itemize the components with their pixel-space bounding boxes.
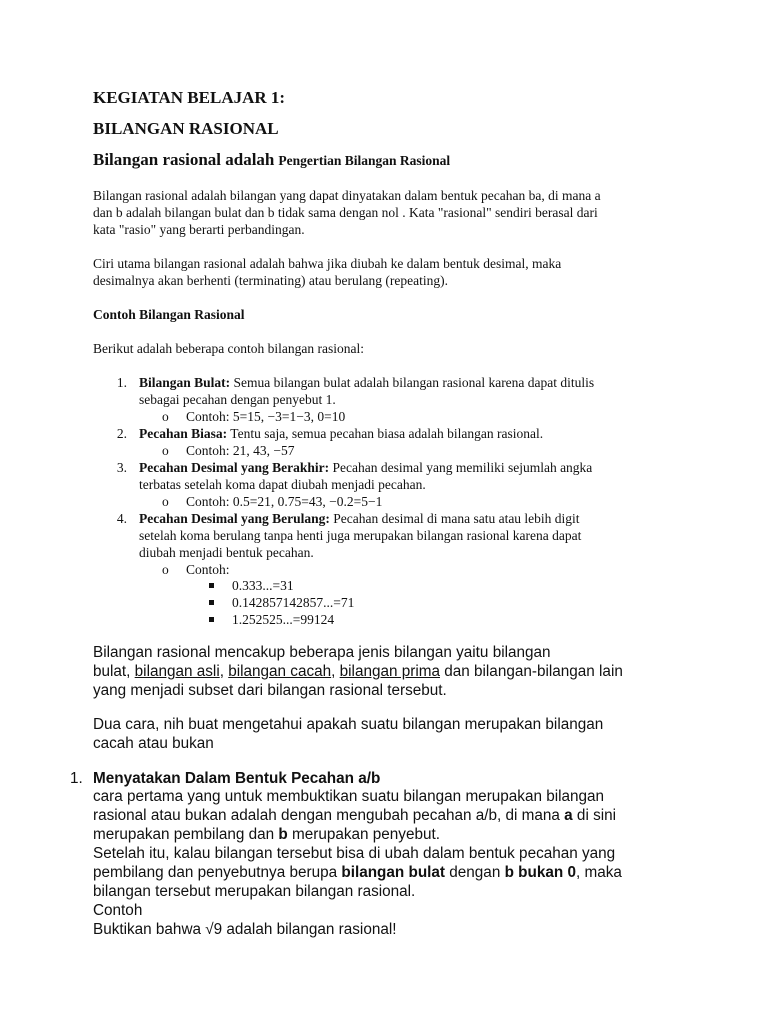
text-span: dengan <box>445 864 505 881</box>
list-number: 1. <box>116 375 127 390</box>
method-number: 1. <box>70 770 83 787</box>
item-text: Pecahan desimal di mana satu atau lebih digit <box>329 511 580 526</box>
item-line <box>139 459 592 476</box>
item-line <box>139 510 580 527</box>
text-line: Setelah itu, kalau bilangan tersebut bisa di ubah dalam bentuk pecahan yang <box>93 845 616 862</box>
text-line: Bilangan rasional mencakup beberapa jenis bilangan yaitu bilangan <box>93 644 551 661</box>
text-span: bulat, <box>93 663 135 680</box>
link-bilangan-asli[interactable]: bilangan asli <box>134 663 220 680</box>
text-line: yang menjadi subset dari bilangan rasional tersebut. <box>93 682 447 699</box>
text-span: pembilang dan penyebutnya berupa <box>93 864 342 881</box>
paragraph-dua-cara <box>93 715 603 753</box>
text-line: Contoh <box>93 902 143 919</box>
contoh-heading: Contoh Bilangan Rasional <box>93 307 245 322</box>
item-title: Pecahan Biasa: <box>139 426 228 441</box>
text-line: Ciri utama bilangan rasional adalah bahwa jika diubah ke dalam bentuk desimal, maka <box>93 256 562 271</box>
item-line <box>139 425 543 442</box>
item-line: sebagai pecahan dengan penyebut 1. <box>139 392 336 407</box>
text-line <box>93 806 622 825</box>
sub-item: 0.142857142857...=71 <box>232 595 355 610</box>
square-bullet-icon <box>209 583 214 588</box>
text-line: desimalnya akan berhenti (terminating) atau berulang (repeating). <box>93 273 448 288</box>
item-text: Semua bilangan bulat adalah bilangan rasional karena dapat ditulis <box>230 375 595 390</box>
circle-bullet-icon: o <box>162 494 169 509</box>
text-line: dan b adalah bilangan bulat dan b tidak sama dengan nol . Kata "rasional" sendiri berasal dari <box>93 205 598 220</box>
item-example: Contoh: <box>186 562 230 577</box>
square-bullet-icon <box>209 617 214 622</box>
paragraph-jenis <box>93 643 623 700</box>
square-bullet-icon <box>209 600 214 605</box>
circle-bullet-icon: o <box>162 562 169 577</box>
text-line: kata "rasio" yang berarti perbandingan. <box>93 222 305 237</box>
item-line: terbatas setelah koma dapat diubah menjadi pecahan. <box>139 477 426 492</box>
text-line: bilangan tersebut merupakan bilangan rasional. <box>93 883 416 900</box>
list-number: 2. <box>116 426 127 441</box>
text-line: Bilangan rasional adalah bilangan yang dapat dinyatakan dalam bentuk pecahan ba, di mana a <box>93 188 601 203</box>
text-span: di sini <box>572 807 617 824</box>
text-line: Dua cara, nih buat mengetahui apakah suatu bilangan merupakan bilangan <box>93 716 604 733</box>
text-line: cara pertama yang untuk membuktikan suatu bilangan merupakan bilangan <box>93 788 605 805</box>
list-number: 3. <box>116 460 127 475</box>
circle-bullet-icon: o <box>162 409 169 424</box>
subheading <box>93 150 450 170</box>
method-title: Menyatakan Dalam Bentuk Pecahan a/b <box>93 770 381 787</box>
paragraph-ciri <box>93 255 561 289</box>
text-line: Buktikan bahwa √9 adalah bilangan rasional! <box>93 921 397 938</box>
item-title: Bilangan Bulat: <box>139 375 231 390</box>
item-line: setelah koma berulang tanpa henti juga merupakan bilangan rasional karena dapat <box>139 528 582 543</box>
subheading-main: Bilangan rasional adalah <box>93 150 275 169</box>
circle-bullet-icon: o <box>162 443 169 458</box>
text-span: dan bilangan-bilangan lain <box>439 663 623 680</box>
item-example: Contoh: 5=15, −3=1−3, 0=10 <box>186 409 346 424</box>
text-bold: a <box>564 807 573 824</box>
text-bold: bilangan bulat <box>341 864 446 881</box>
link-bilangan-cacah[interactable]: bilangan cacah <box>228 663 332 680</box>
method-body <box>93 787 622 939</box>
text-span: , <box>331 663 340 680</box>
text-line: cacah atau bukan <box>93 735 214 752</box>
item-example: Contoh: 21, 43, −57 <box>186 443 295 458</box>
heading-kegiatan: KEGIATAN BELAJAR 1: <box>93 88 286 107</box>
sub-item: 0.333...=31 <box>232 578 294 593</box>
text-span: merupakan pembilang dan <box>93 826 279 843</box>
text-bold: b bukan 0 <box>504 864 576 881</box>
item-line <box>139 374 594 391</box>
heading-bilangan-rasional: BILANGAN RASIONAL <box>93 119 279 138</box>
paragraph-definition <box>93 187 601 238</box>
link-bilangan-prima[interactable]: bilangan prima <box>339 663 440 680</box>
text-span: , <box>219 663 229 680</box>
item-example: Contoh: 0.5=21, 0.75=43, −0.2=5−1 <box>186 494 383 509</box>
text-line <box>93 662 623 681</box>
item-title: Pecahan Desimal yang Berakhir: <box>139 460 330 475</box>
text-span: rasional atau bukan adalah dengan mengubah pecahan a/b, di mana <box>93 807 565 824</box>
text-span: merupakan penyebut. <box>287 826 440 843</box>
text-bold: b <box>278 826 288 843</box>
text-line <box>93 863 622 882</box>
item-text: Pecahan desimal yang memiliki sejumlah angka <box>329 460 593 475</box>
list-number: 4. <box>116 511 127 526</box>
item-text: Tentu saja, semua pecahan biasa adalah bilangan rasional. <box>227 426 544 441</box>
intro-text: Berikut adalah beberapa contoh bilangan rasional: <box>93 341 365 356</box>
text-span: , maka <box>575 864 622 881</box>
text-line <box>93 825 622 844</box>
item-title: Pecahan Desimal yang Berulang: <box>139 511 330 526</box>
sub-item: 1.252525...=99124 <box>232 612 335 627</box>
item-line: diubah menjadi bentuk pecahan. <box>139 545 314 560</box>
subheading-small: Pengertian Bilangan Rasional <box>278 153 451 168</box>
